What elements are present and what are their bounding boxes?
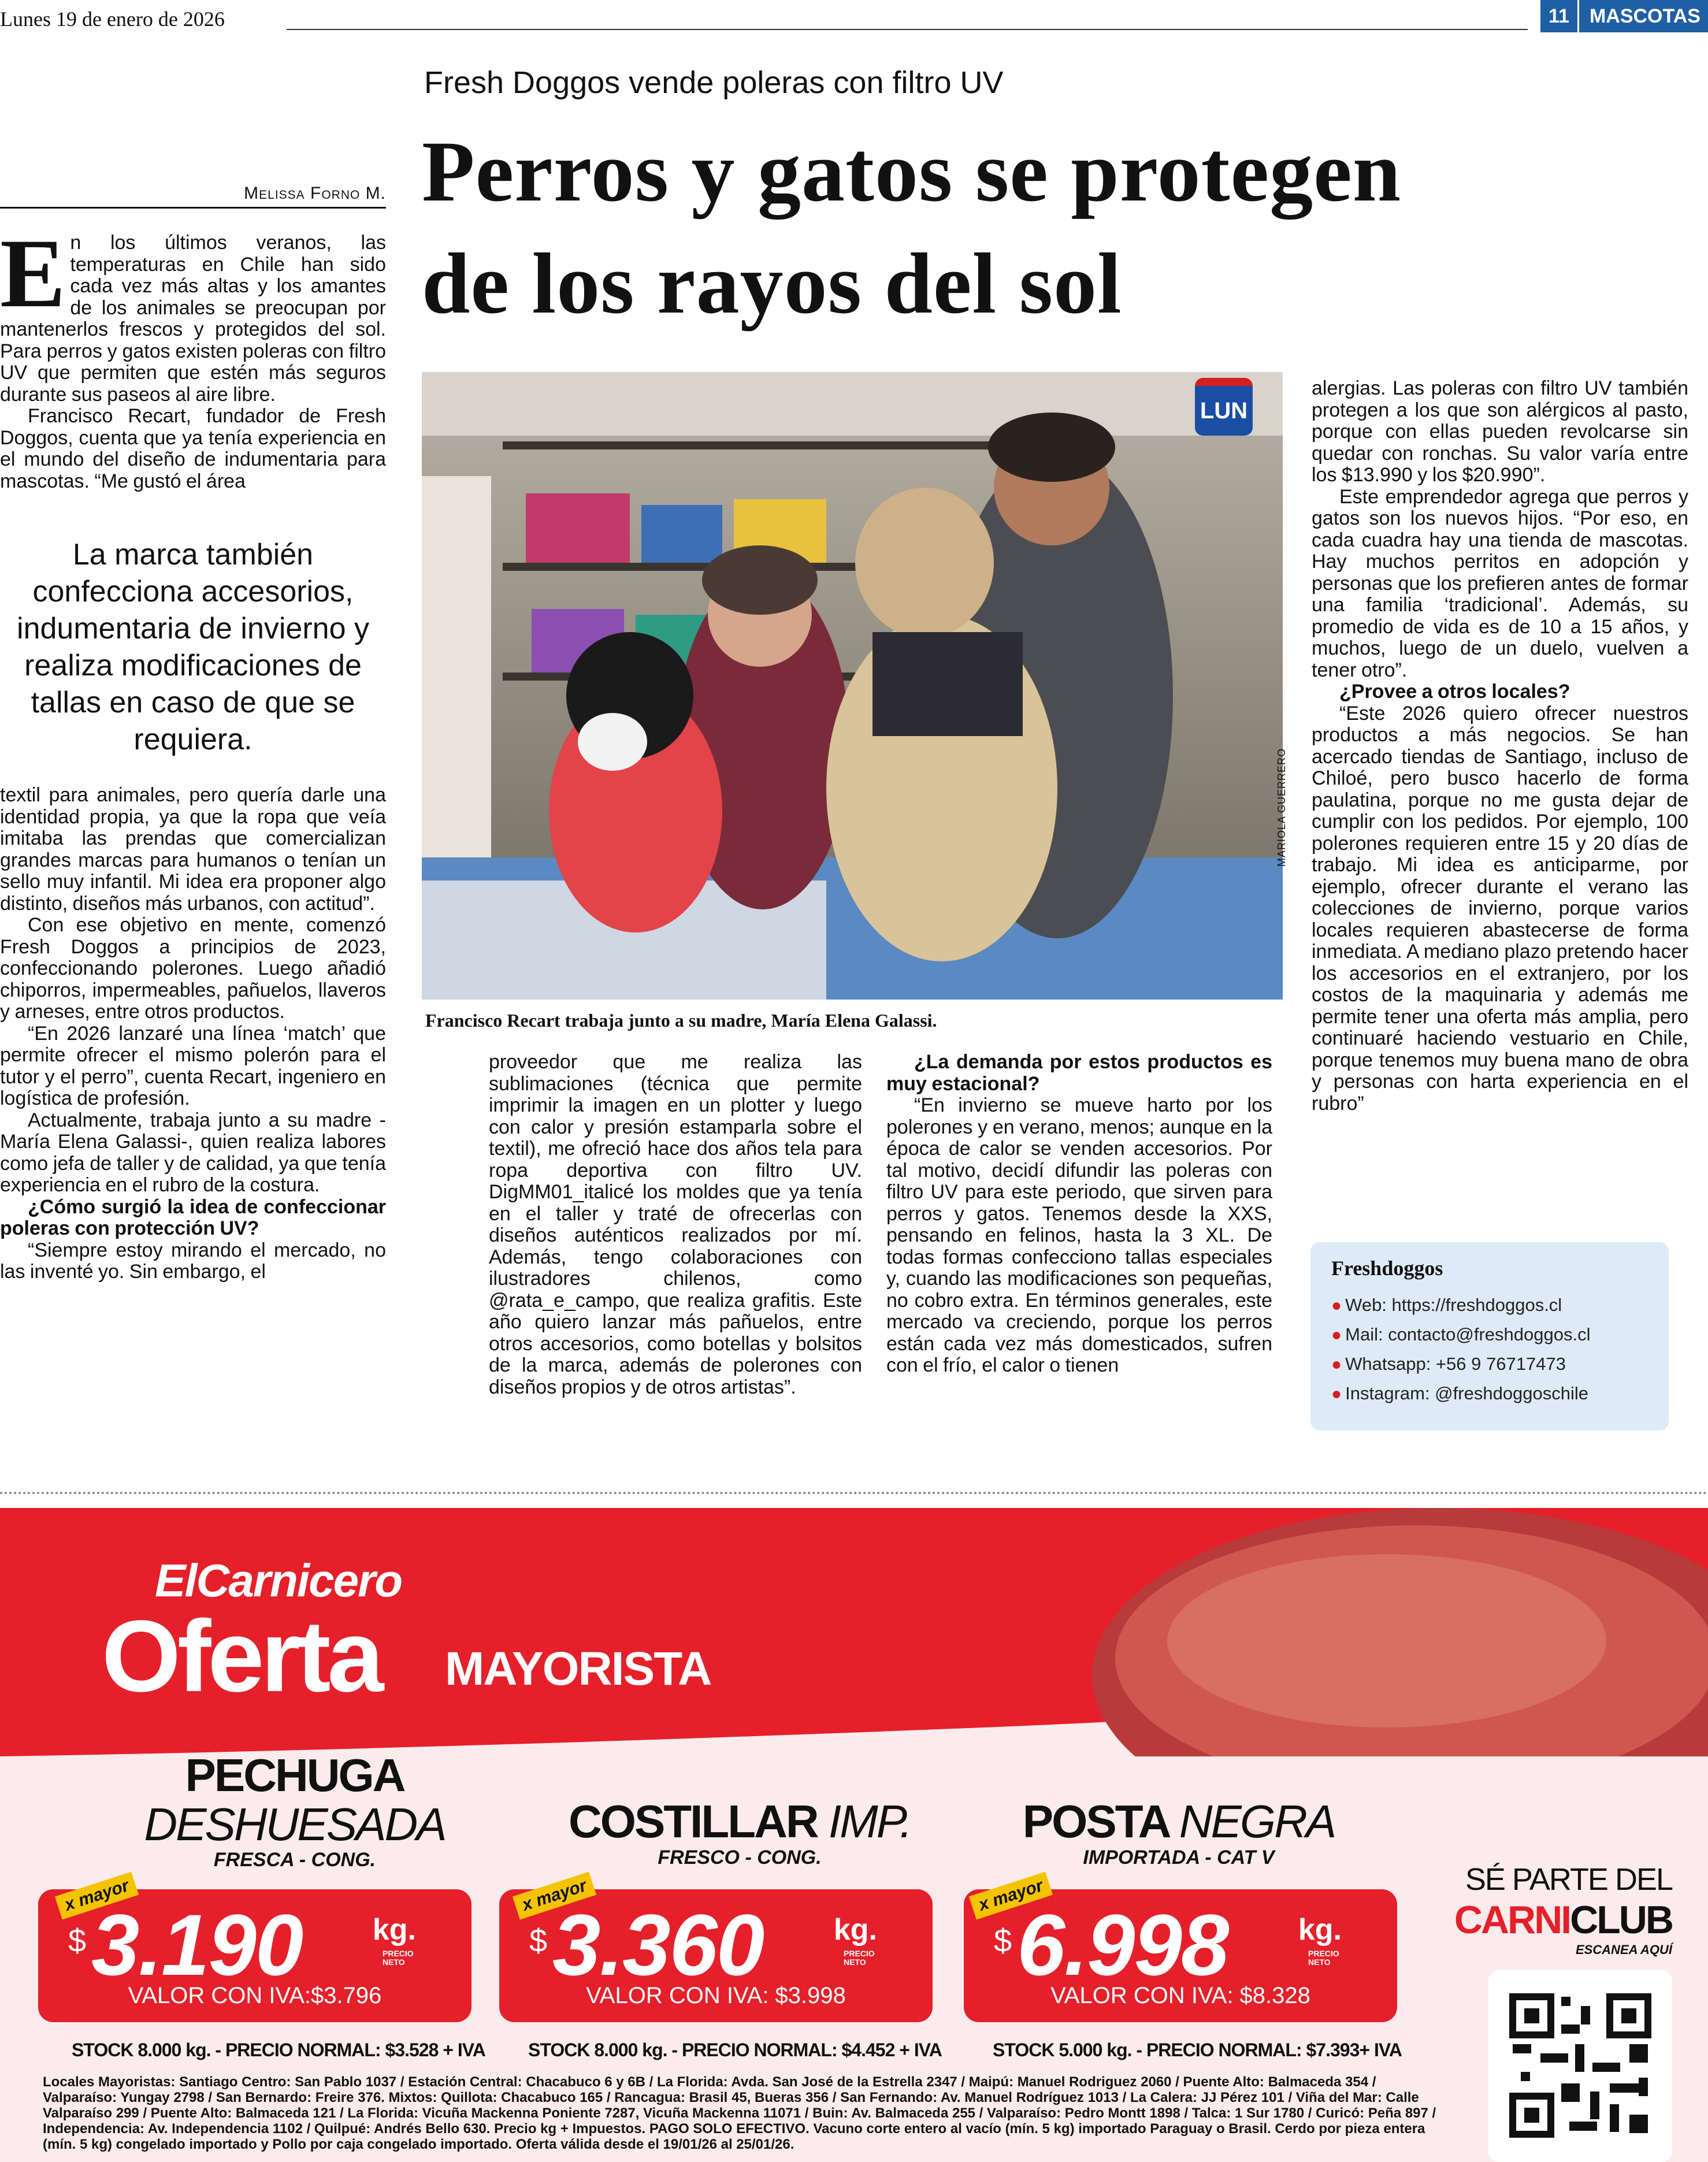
column-1-top	[0, 219, 386, 492]
article-kicker: Fresh Doggos vende poleras con filtro UV	[424, 65, 1004, 100]
price: 3.360	[552, 1896, 764, 1993]
stock-info: STOCK 5.000 kg. - PRECIO NORMAL: $7.393+ IVA	[993, 2040, 1402, 2060]
club-line-1: SÉ PARTE DEL	[1465, 1862, 1672, 1897]
qr-code[interactable]	[1488, 1970, 1672, 2162]
x-mayor-badge: x mayor	[969, 1872, 1053, 1920]
ad-separator	[0, 1492, 1708, 1494]
info-web	[1331, 1291, 1590, 1320]
product-subname: DESHUESADA	[144, 1799, 445, 1850]
pull-quote: La marca también confecciona accesorios, indumentaria de invierno y realiza modificaciones de tallas en caso de que se requiera.	[17, 538, 369, 756]
store-locations: Locales Mayoristas: Santiago Centro: San Pablo 1037 / Estación Central: Chacabuco 6 y 6B / La Florida: Avda. San José de la Estrella 2347 / Maipú: Manuel Rodriguez 2060 / Puente Alto: Balmaceda 354 / Valparaíso: Yungay 2798 / San Bernardo: Freire 376. Mixtos: Quillota: Chacabuco 165 / Rancagua: Brasil 45, Bueras 356 / San Fernando: Av. Manuel Rodríguez 1013 / La Calera: JJ Pérez 101 / Viña del Mar: Calle Valparaíso 299 / Puente Alto: Balmaceda 121 / La Florida: Vicuña Mackenna Poniente 7287, Vicuña Mackenna 11071 / Buin: Av. Balmaceda 255 / Valparaíso: Pedro Montt 1898 / Talca: 1 Sur 1780 / Curicó: Peña 897 / Independencia: Av. Independencia 1102 / Quilpué: Andrés Bello 630. Precio kg + Impuestos. PAGO SOLO EFECTIVO. Vacuno corte entero al vacío (mín. 5 kg) importado Paraguay o Brasil. Cerdo por pieza entera (mín. 5 kg) congelado importado y Pollo por caja congelado importado. Oferta válida desde el 19/01/26 al 25/01/26.	[43, 2074, 1436, 2152]
product-name: POSTA NEGRA	[1022, 1796, 1335, 1847]
product-pechuga	[104, 1751, 485, 1871]
section-tag	[1540, 0, 1708, 32]
product-type: IMPORTADA - CAT V	[1083, 1847, 1275, 1868]
product-costillar	[543, 1797, 936, 1869]
price-with-iva: VALOR CON IVA:$3.796	[128, 1983, 382, 2008]
paragraph: “En 2026 lanzaré una línea ‘match’ que permite ofrecer el mismo polerón para el tutor y el perro”, cuenta Recart, ingeniero en logística de profesión.	[0, 1022, 386, 1109]
column-4	[1312, 378, 1688, 1115]
club-scan-label: ESCANEA AQUÍ	[1575, 1942, 1672, 1957]
whatsapp-number: Whatsapp: +56 9 76717473	[1345, 1354, 1566, 1374]
paragraph: Este emprendedor agrega que perros y gatos son los nuevos hijos. “Por eso, en cada cuadra hay una tienda de mascotas. Hay muchos perritos en adopción y personas que los prefieren antes de formar una familia ‘tradicional’. Además, su promedio de vida es de 10 a 15 años, y muchos, luego de un duelo, vuelven a tener otro”.	[1312, 485, 1688, 681]
paragraph: Con ese objetivo en mente, comenzó Fresh Doggos a principios de 2023, confeccionando polerones. Luego añadió chiporros, impermeables, pañuelos, llaveros y arneses, entre otros productos.	[0, 914, 386, 1023]
oferta-title: Oferta	[102, 1600, 381, 1713]
price-box	[38, 1889, 471, 2022]
paragraph: alergias. Las poleras con filtro UV también protegen a los que son alérgicos al pasto, porque con ellas pueden revolcarse sin quedar con ronchas. Su valor varía entre los $13.990 y los $20.990”.	[1312, 377, 1688, 486]
carniclub-promo	[1441, 1862, 1672, 1957]
paragraph: proveedor que me realiza las sublimaciones (técnica que permite imprimir la imagen en un plotter y luego con calor y presión estamparla sobre el textil), me ofreció hace dos años tela para ropa deportiva con filtro UV. DigMM01_italicé los moldes que ya tenía en el taller y traté de ofrecerlas con diseños auténticos realizados por mí. Además, tengo colaboraciones con ilustradores chilenos, como @rata_e_campo, que realiza grafitis. Este año quiero lanzar más pañuelos, entre otros accesorios, como botellas y bolsitos de la marca, además de polerones con diseños propios y de otros artistas”.	[489, 1051, 862, 1398]
precio-neto: PRECIO NETO	[844, 1949, 875, 1967]
product-type: FRESCA - CONG.	[213, 1849, 376, 1871]
photo-illustration	[422, 372, 1283, 1000]
info-whatsapp	[1331, 1350, 1590, 1379]
instagram-link[interactable]: Instagram: @freshdoggoschile	[1345, 1383, 1589, 1403]
precio-neto: PRECIO NETO	[383, 1949, 414, 1967]
price: 3.190	[91, 1896, 303, 1993]
web-link[interactable]: Web: https://freshdoggos.cl	[1345, 1295, 1562, 1315]
product-name: PECHUGA	[185, 1749, 404, 1801]
currency-symbol: $	[529, 1922, 548, 1959]
paragraph: “En invierno se mueve harto por los polerones y en verano, menos; aunque en la época de calor se venden accesorios. Por tal motivo, decidí difundir las poleras con filtro UV para este periodo, que sirven para perros y gatos. Tenemos desde la XXS, pensando en felinos, hasta la 3 XL. De todas formas confecciono tallas especiales y, cuando las modificaciones son pequeñas, no cobro extra. En términos generales, este mercado va creciendo, porque los perros están cada vez más domesticados, sufren con el frío, el calor o tienen	[886, 1094, 1272, 1376]
paragraph: textil para animales, pero quería darle una identidad propia, ya que la ropa que veía imitaba las prendas que comercializan grandes marcas para humanos o tenían un sello muy infantil. Mi idea era proponer algo distinto, diseños más urbanos, con actitud”.	[0, 784, 386, 915]
question-heading: ¿Cómo surgió la idea de confeccionar poleras con protección UV?	[0, 1195, 386, 1239]
x-mayor-badge: x mayor	[513, 1872, 596, 1920]
stock-info: STOCK 8.000 kg. - PRECIO NORMAL: $4.452 + IVA	[528, 2040, 942, 2060]
qr-icon	[1488, 1970, 1672, 2162]
drop-cap: E	[0, 219, 66, 328]
paragraph: “Siempre estoy mirando el mercado, no las inventé yo. Sin embargo, el	[0, 1239, 386, 1283]
section-name: MASCOTAS	[1589, 5, 1700, 27]
article-photo	[422, 372, 1283, 1000]
publication-date: Lunes 19 de enero de 2026	[0, 8, 225, 31]
info-mail	[1331, 1320, 1590, 1350]
photo-credit: MARIOLA GUERRERO	[1276, 748, 1287, 867]
advertisement	[0, 1508, 1708, 2162]
lun-badge: LUN	[1195, 378, 1253, 436]
x-mayor-badge: x mayor	[55, 1872, 139, 1920]
info-instagram	[1331, 1379, 1590, 1409]
price: 6.998	[1017, 1896, 1228, 1993]
product-type: FRESCO - CONG.	[658, 1847, 822, 1868]
question-heading: ¿Provee a otros locales?	[1339, 681, 1570, 703]
stock-info: STOCK 8.000 kg. - PRECIO NORMAL: $3.528 + IVA	[72, 2040, 485, 2060]
paragraph: “Este 2026 quiero ofrecer nuestros productos a más negocios. Se han acercado tiendas de Santiago, incluso de Chiloé, pero busco hacerlo de forma paulatina, porque no me gusta dejar de cumplir con los pedidos. Por ejemplo, 100 polerones requieren entre 15 y 20 días de trabajo. Mi idea es anticiparme, por ejemplo, ofrecer durante el verano las colecciones de invierno, porque varios locales requieren abastecerse de forma inmediata. A mediano plazo pretendo hacer los accesorios en el extranjero, por los costos de la maquinaria y además me permite tener una oferta más amplia, pero continuaré haciendo vestuario en Chile, porque tenemos muy buena mano de obra y personas con harta experiencia en el rubro”	[1312, 702, 1688, 1115]
mayorista-title: MAYORISTA	[445, 1643, 711, 1695]
unit: kg.	[372, 1913, 416, 1946]
currency-symbol: $	[994, 1922, 1012, 1959]
info-box-title: Freshdoggos	[1331, 1257, 1443, 1280]
info-box-list	[1331, 1291, 1590, 1409]
question-heading: ¿La demanda por estos productos es muy estacional?	[886, 1051, 1272, 1095]
unit: kg.	[833, 1913, 877, 1946]
bullet-icon: ●	[1331, 1325, 1342, 1344]
bullet-icon: ●	[1331, 1384, 1342, 1403]
paragraph: Actualmente, trabaja junto a su madre -María Elena Galassi-, quien realiza labores como jefa de taller y de calidad, ya que tenía experiencia en el rubro de la costura.	[0, 1109, 386, 1196]
product-posta-negra	[982, 1797, 1375, 1869]
column-3	[886, 1052, 1272, 1377]
precio-neto: PRECIO NETO	[1308, 1949, 1339, 1967]
photo-caption: Francisco Recart trabaja junto a su madre, María Elena Galassi.	[425, 1010, 937, 1031]
mail-link[interactable]: Mail: contacto@freshdoggos.cl	[1345, 1324, 1591, 1344]
column-1-bottom	[0, 785, 386, 1283]
paragraph: En los últimos veranos, las temperaturas en Chile han sido cada vez más altas y los amantes de los animales se preocupan por mantenerlos frescos y protegidos del sol. Para perros y gatos existen poleras con filtro UV que permiten que estén más seguros durante sus paseos al aire libre.	[0, 219, 386, 406]
info-box	[1310, 1242, 1669, 1431]
headline-line-2: de los rayos del sol	[422, 236, 1122, 332]
unit: kg.	[1298, 1913, 1342, 1946]
brand-logo: ElCarnicero	[155, 1555, 402, 1606]
byline: Melissa Forno M.	[0, 184, 386, 209]
paragraph: Francisco Recart, fundador de Fresh Doggos, cuenta que ya tenía experiencia en el mundo del diseño de indumentaria para mascotas. “Me gustó el área	[0, 405, 386, 492]
currency-symbol: $	[68, 1922, 87, 1959]
price-box	[499, 1889, 933, 2022]
headline-line-1: Perros y gatos se protegen	[422, 124, 1402, 220]
header-rule	[287, 29, 1528, 30]
bullet-icon: ●	[1331, 1296, 1342, 1315]
page-number: 11	[1540, 0, 1579, 32]
column-2	[489, 1052, 862, 1398]
product-name: COSTILLAR IMP.	[568, 1796, 911, 1847]
price-box	[964, 1889, 1397, 2022]
club-name: CARNICLUB	[1454, 1898, 1672, 1942]
price-with-iva: VALOR CON IVA: $8.328	[1050, 1983, 1310, 2008]
article-headline	[422, 116, 1401, 340]
price-with-iva: VALOR CON IVA: $3.998	[586, 1983, 846, 2008]
bullet-icon: ●	[1331, 1355, 1342, 1374]
